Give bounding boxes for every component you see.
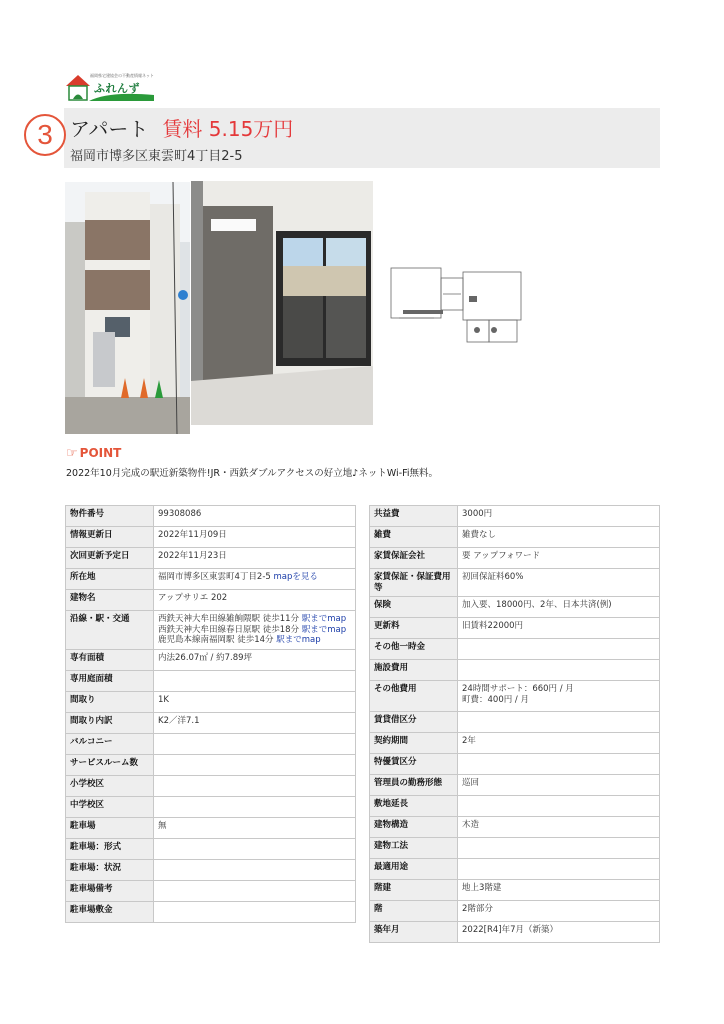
total-floors: 地上3階建: [458, 880, 660, 901]
transport-line: 西鉄天神大牟田線雑餉隈駅 徒歩11分: [158, 614, 300, 624]
table-row: [370, 754, 660, 775]
table-row: [370, 817, 660, 838]
field-label: 築年月: [370, 922, 458, 943]
property-address: 福岡市博多区東雲町4丁目2-5: [70, 149, 243, 164]
field-label: 保険: [370, 597, 458, 618]
layout: 1K: [154, 691, 356, 712]
logo-wordmark: ふれんず: [94, 82, 140, 95]
info-updated-date: 2022年11月09日: [154, 527, 356, 548]
table-row: [370, 733, 660, 754]
table-row: [370, 859, 660, 880]
property-details-table-right: [369, 505, 660, 943]
listing-title: [70, 113, 293, 142]
field-label: 契約期間: [370, 733, 458, 754]
parking-status: [154, 859, 356, 880]
field-label: 駐車場備考: [66, 880, 154, 901]
listing-number-badge: 3: [24, 114, 66, 156]
field-label: 建物名: [66, 590, 154, 611]
pointing-hand-icon: ☞: [66, 446, 78, 461]
field-label: 最適用途: [370, 859, 458, 880]
station-map-link[interactable]: 駅までmap: [301, 614, 347, 624]
table-row: [66, 712, 356, 733]
field-label: 物件番号: [66, 506, 154, 527]
table-row: [370, 548, 660, 569]
property-type: アパート: [70, 117, 149, 141]
table-row: [370, 660, 660, 681]
field-label: 共益費: [370, 506, 458, 527]
table-row: [66, 859, 356, 880]
service-room-count: [154, 754, 356, 775]
field-label: バルコニー: [66, 733, 154, 754]
field-label: 施設費用: [370, 660, 458, 681]
field-label: 次回更新予定日: [66, 548, 154, 569]
field-label: 特優賃区分: [370, 754, 458, 775]
field-label: 間取り: [66, 691, 154, 712]
building-name: アップサリエ 202: [154, 590, 356, 611]
map-link[interactable]: mapを見る: [273, 572, 318, 582]
optimal-use: [458, 859, 660, 880]
other-lump-sum: [458, 639, 660, 660]
field-label: その他費用: [370, 681, 458, 712]
next-update-date: 2022年11月23日: [154, 548, 356, 569]
table-row: [66, 691, 356, 712]
table-row: [370, 901, 660, 922]
field-label: その他一時金: [370, 639, 458, 660]
parking-notes: [154, 880, 356, 901]
table-row: [66, 775, 356, 796]
misc-fees: 雑費なし: [458, 527, 660, 548]
table-row: [66, 796, 356, 817]
table-row: [66, 527, 356, 548]
balcony: [154, 733, 356, 754]
field-label: 建物工法: [370, 838, 458, 859]
floor-area: 内法26.07㎡ / 約7.89坪: [154, 649, 356, 670]
table-row: [66, 506, 356, 527]
logo-tagline: 福岡県宅建協会の不動産情報ネット: [90, 73, 154, 78]
guarantee-fee: 初回保証料60%: [458, 569, 660, 597]
table-row: [370, 506, 660, 527]
table-row: [66, 754, 356, 775]
location-value: [154, 569, 356, 590]
field-label: 間取り内訳: [66, 712, 154, 733]
table-row: [370, 838, 660, 859]
field-label: 階建: [370, 880, 458, 901]
guarantor-company: 要 アップフォワード: [458, 548, 660, 569]
field-label: 雑費: [370, 527, 458, 548]
table-row: [66, 670, 356, 691]
field-label: 駐車場: [66, 817, 154, 838]
field-label: 情報更新日: [66, 527, 154, 548]
table-row: [370, 639, 660, 660]
table-row: [66, 649, 356, 670]
table-row: [66, 733, 356, 754]
parking-deposit: [154, 901, 356, 922]
table-row: [66, 611, 356, 650]
field-label: 駐車場：状況: [66, 859, 154, 880]
junior-high-district: [154, 796, 356, 817]
property-details-table-left: [65, 505, 356, 923]
field-label: 専有面積: [66, 649, 154, 670]
table-row: [370, 681, 660, 712]
transport-line: 西鉄天神大牟田線春日原駅 徒歩18分: [158, 624, 300, 635]
lease-type: [458, 712, 660, 733]
table-row: [370, 618, 660, 639]
facility-fees: [458, 660, 660, 681]
unit-floor: 2階部分: [458, 901, 660, 922]
field-label: 小学校区: [66, 775, 154, 796]
field-label: 専用庭面積: [66, 670, 154, 691]
table-row: [66, 880, 356, 901]
floor-plan: [389, 266, 527, 344]
field-label: 駐車場敷金: [66, 901, 154, 922]
field-label: サービスルーム数: [66, 754, 154, 775]
table-row: [370, 712, 660, 733]
field-label: 更新料: [370, 618, 458, 639]
table-row: [66, 901, 356, 922]
field-label: 管理員の勤務形態: [370, 775, 458, 796]
table-row: [370, 796, 660, 817]
layout-breakdown: K2／洋7.1: [154, 712, 356, 733]
table-row: [370, 922, 660, 943]
field-label: 建物構造: [370, 817, 458, 838]
elementary-school-district: [154, 775, 356, 796]
table-row: [370, 775, 660, 796]
parking: 無: [154, 817, 356, 838]
rent-price: 賃料 5.15万円: [162, 117, 294, 141]
parking-type: [154, 838, 356, 859]
location-text: 福岡市博多区東雲町4丁目2-5: [158, 572, 271, 582]
transport-line: 鹿児島本線南福岡駅 徒歩14分: [158, 635, 274, 646]
construction-method: [458, 838, 660, 859]
table-row: [66, 548, 356, 569]
common-service-fee: 3000円: [458, 506, 660, 527]
table-row: [66, 817, 356, 838]
table-row: [66, 838, 356, 859]
interior-photo: [191, 181, 373, 425]
table-row: [370, 527, 660, 548]
insurance: 加入要、18000円、2年、日本共済(例): [458, 597, 660, 618]
flag-lot: [458, 796, 660, 817]
field-label: 敷地延長: [370, 796, 458, 817]
field-label: 家賃保証会社: [370, 548, 458, 569]
field-label: 階: [370, 901, 458, 922]
property-number: 99308086: [154, 506, 356, 527]
field-label: 中学校区: [66, 796, 154, 817]
other-fees: 24時間サポート：660円 / 月 町費：400円 / 月: [458, 681, 660, 712]
point-label: POINT: [79, 446, 122, 460]
table-row: [66, 569, 356, 590]
point-description: 2022年10月完成の駅近新築物件!JR・西鉄ダブルアクセスの好立地♪ネットWi-Fi無料。: [66, 468, 439, 479]
contract-period: 2年: [458, 733, 660, 754]
table-row: [370, 597, 660, 618]
station-map-link[interactable]: 駅までmap: [301, 624, 347, 635]
table-row: [370, 569, 660, 597]
manager-work-style: 巡回: [458, 775, 660, 796]
transport-value: [154, 611, 356, 650]
field-label: 所在地: [66, 569, 154, 590]
station-map-link[interactable]: 駅までmap: [276, 635, 321, 646]
renewal-fee: 旧賃料22000円: [458, 618, 660, 639]
field-label: 賃貸借区分: [370, 712, 458, 733]
field-label: 沿線・駅・交通: [66, 611, 154, 650]
building-structure: 木造: [458, 817, 660, 838]
special-rental-category: [458, 754, 660, 775]
exterior-photo: [65, 182, 190, 434]
point-heading: [66, 446, 121, 461]
table-row: [66, 590, 356, 611]
field-label: 駐車場：形式: [66, 838, 154, 859]
built-date: 2022[R4]年7月（新築）: [458, 922, 660, 943]
table-row: [370, 880, 660, 901]
garden-area: [154, 670, 356, 691]
field-label: 家賃保証・保証費用等: [370, 569, 458, 597]
